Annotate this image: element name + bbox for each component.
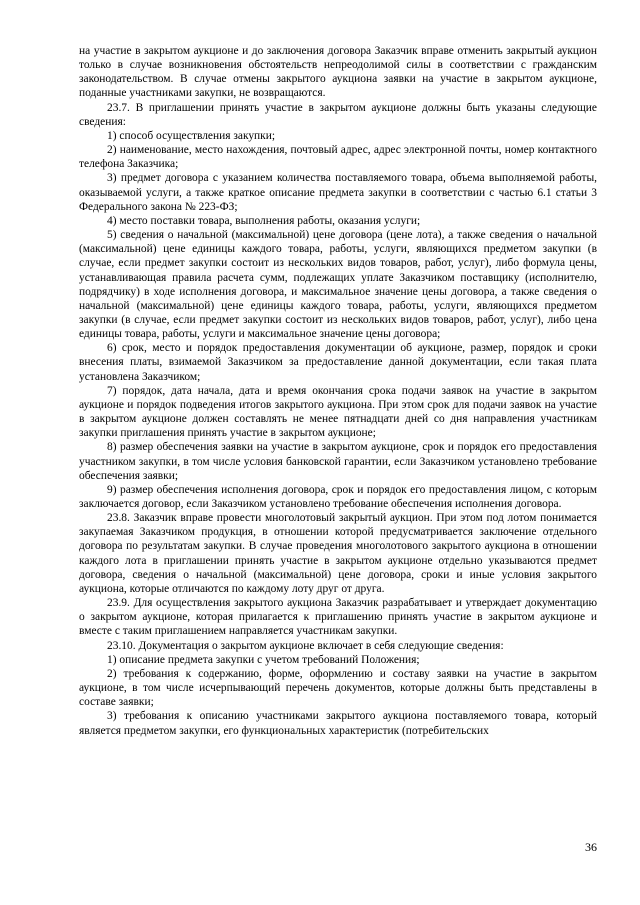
list-item-3: 3) предмет договора с указанием количества поставляемого товара, объема выполняемой работы, оказываемой услуги, а также краткое описание предмета закупки в соответствии с частью 6.1 статьи 3 Федерального закона № 223-ФЗ;: [79, 172, 597, 213]
list-item-9: 9) размер обеспечения исполнения договора, срок и порядок его предоставления лицом, с которым заключается договор, если Заказчиком установлено требование обеспечения исполнения договора.: [79, 483, 597, 510]
list-item-1: 1) способ осуществления закупки;: [107, 129, 276, 142]
list-item-2: 2) наименование, место нахождения, почтовый адрес, адрес электронной почты, номер контактного телефона Заказчика;: [79, 144, 597, 171]
paragraph-23-9: 23.9. Для осуществления закрытого аукциона Заказчик разрабатывает и утверждает документацию о закрытом аукционе, которая прилагается к приглашению принять участие в закрытом аукционе и вместе с таким приглашением направляется участникам закупки.: [79, 597, 597, 638]
paragraph-23-8: 23.8. Заказчик вправе провести многолотовый закрытый аукцион. При этом под лотом понимается закупаемая Заказчиком продукция, в отношении которой предусматривается заключение отдельного договора по результатам закупки. В случае проведения многолотового закрытого аукциона в отношении каждого лота в приглашении принять участие в закрытом аукционе отдельно указываются предмет договора, сведения о начальной (максимальной) цене договора, сроки и иные условия закрытого аукциона, которые отличаются по каждому лоту друг от друга.: [79, 512, 597, 595]
list-item-8: 8) размер обеспечения заявки на участие в закрытом аукционе, срок и порядок его предоставления участником закупки, в том числе условия банковской гарантии, если Заказчиком установлено требование обеспечения заявки;: [79, 441, 597, 482]
paragraph-23-7: 23.7. В приглашении принять участие в закрытом аукционе должны быть указаны следующие сведения:: [79, 101, 597, 128]
doc-list-item-2: 2) требования к содержанию, форме, оформлению и составу заявки на участие в закрытом аукционе, в том числе исчерпывающий перечень документов, которые должны быть представлены в составе заявки;: [79, 667, 597, 709]
paragraph-23-10: 23.10. Документация о закрытом аукционе включает в себя следующие сведения:: [107, 639, 504, 652]
list-item-7: 7) порядок, дата начала, дата и время окончания срока подачи заявок на участие в закрытом аукционе и порядок подведения итогов закрытого аукциона. При этом срок для подачи заявок на участие в закрытом аукционе должен составлять не менее пятнадцати дней со дня направления участникам закупки приглашения принять участие в закрытом аукционе;: [79, 384, 597, 440]
list-item-4: 4) место поставки товара, выполнения работы, оказания услуги;: [107, 214, 421, 227]
paragraph-continuation: на участие в закрытом аукционе и до заключения договора Заказчик вправе отменить закрытый аукцион только в случае возникновения обстоятельств непреодолимой силы в соответствии с гражданским законодательством. В случае отмены закрытого аукциона заявки на участие в закрытом аукционе, поданные участниками закупки, не возвращаются.: [79, 45, 597, 100]
doc-list-item-3: 3) требования к описанию участниками закрытого аукциона поставляемого товара, который является предметом закупки, его функциональных характеристик (потребительских: [79, 710, 597, 737]
list-item-6: 6) срок, место и порядок предоставления документации об аукционе, размер, порядок и сроки внесения платы, взимаемой Заказчиком за предоставление данной документации, если такая плата установлена Заказчиком;: [79, 342, 597, 383]
doc-list-item-1: 1) описание предмета закупки с учетом требований Положения;: [107, 653, 420, 666]
page-number: 36: [585, 840, 597, 854]
document-body: [79, 44, 597, 738]
list-item-5: 5) сведения о начальной (максимальной) цене договора (цене лота), а также сведения о начальной (максимальной) цене единицы каждого товара, работы, услуги, являющихся предметом закупки (в случае, если предмет закупки состоит из нескольких видов товаров, работ, услуг), либо формула цены, устанавливающая правила расчета сумм, подлежащих уплате Заказчиком поставщику (исполнителю, подрядчику) в ходе исполнения договора, и максимальное значение цены договора, а также сведения о начальной (максимальной) цене единицы каждого товара, работы, услуги, являющихся предметом закупки (в случае, если предмет закупки состоит из нескольких видов товаров, работ, услуг), либо цена единицы товара, работы, услуги и максимальное значение цены договора;: [79, 229, 597, 341]
